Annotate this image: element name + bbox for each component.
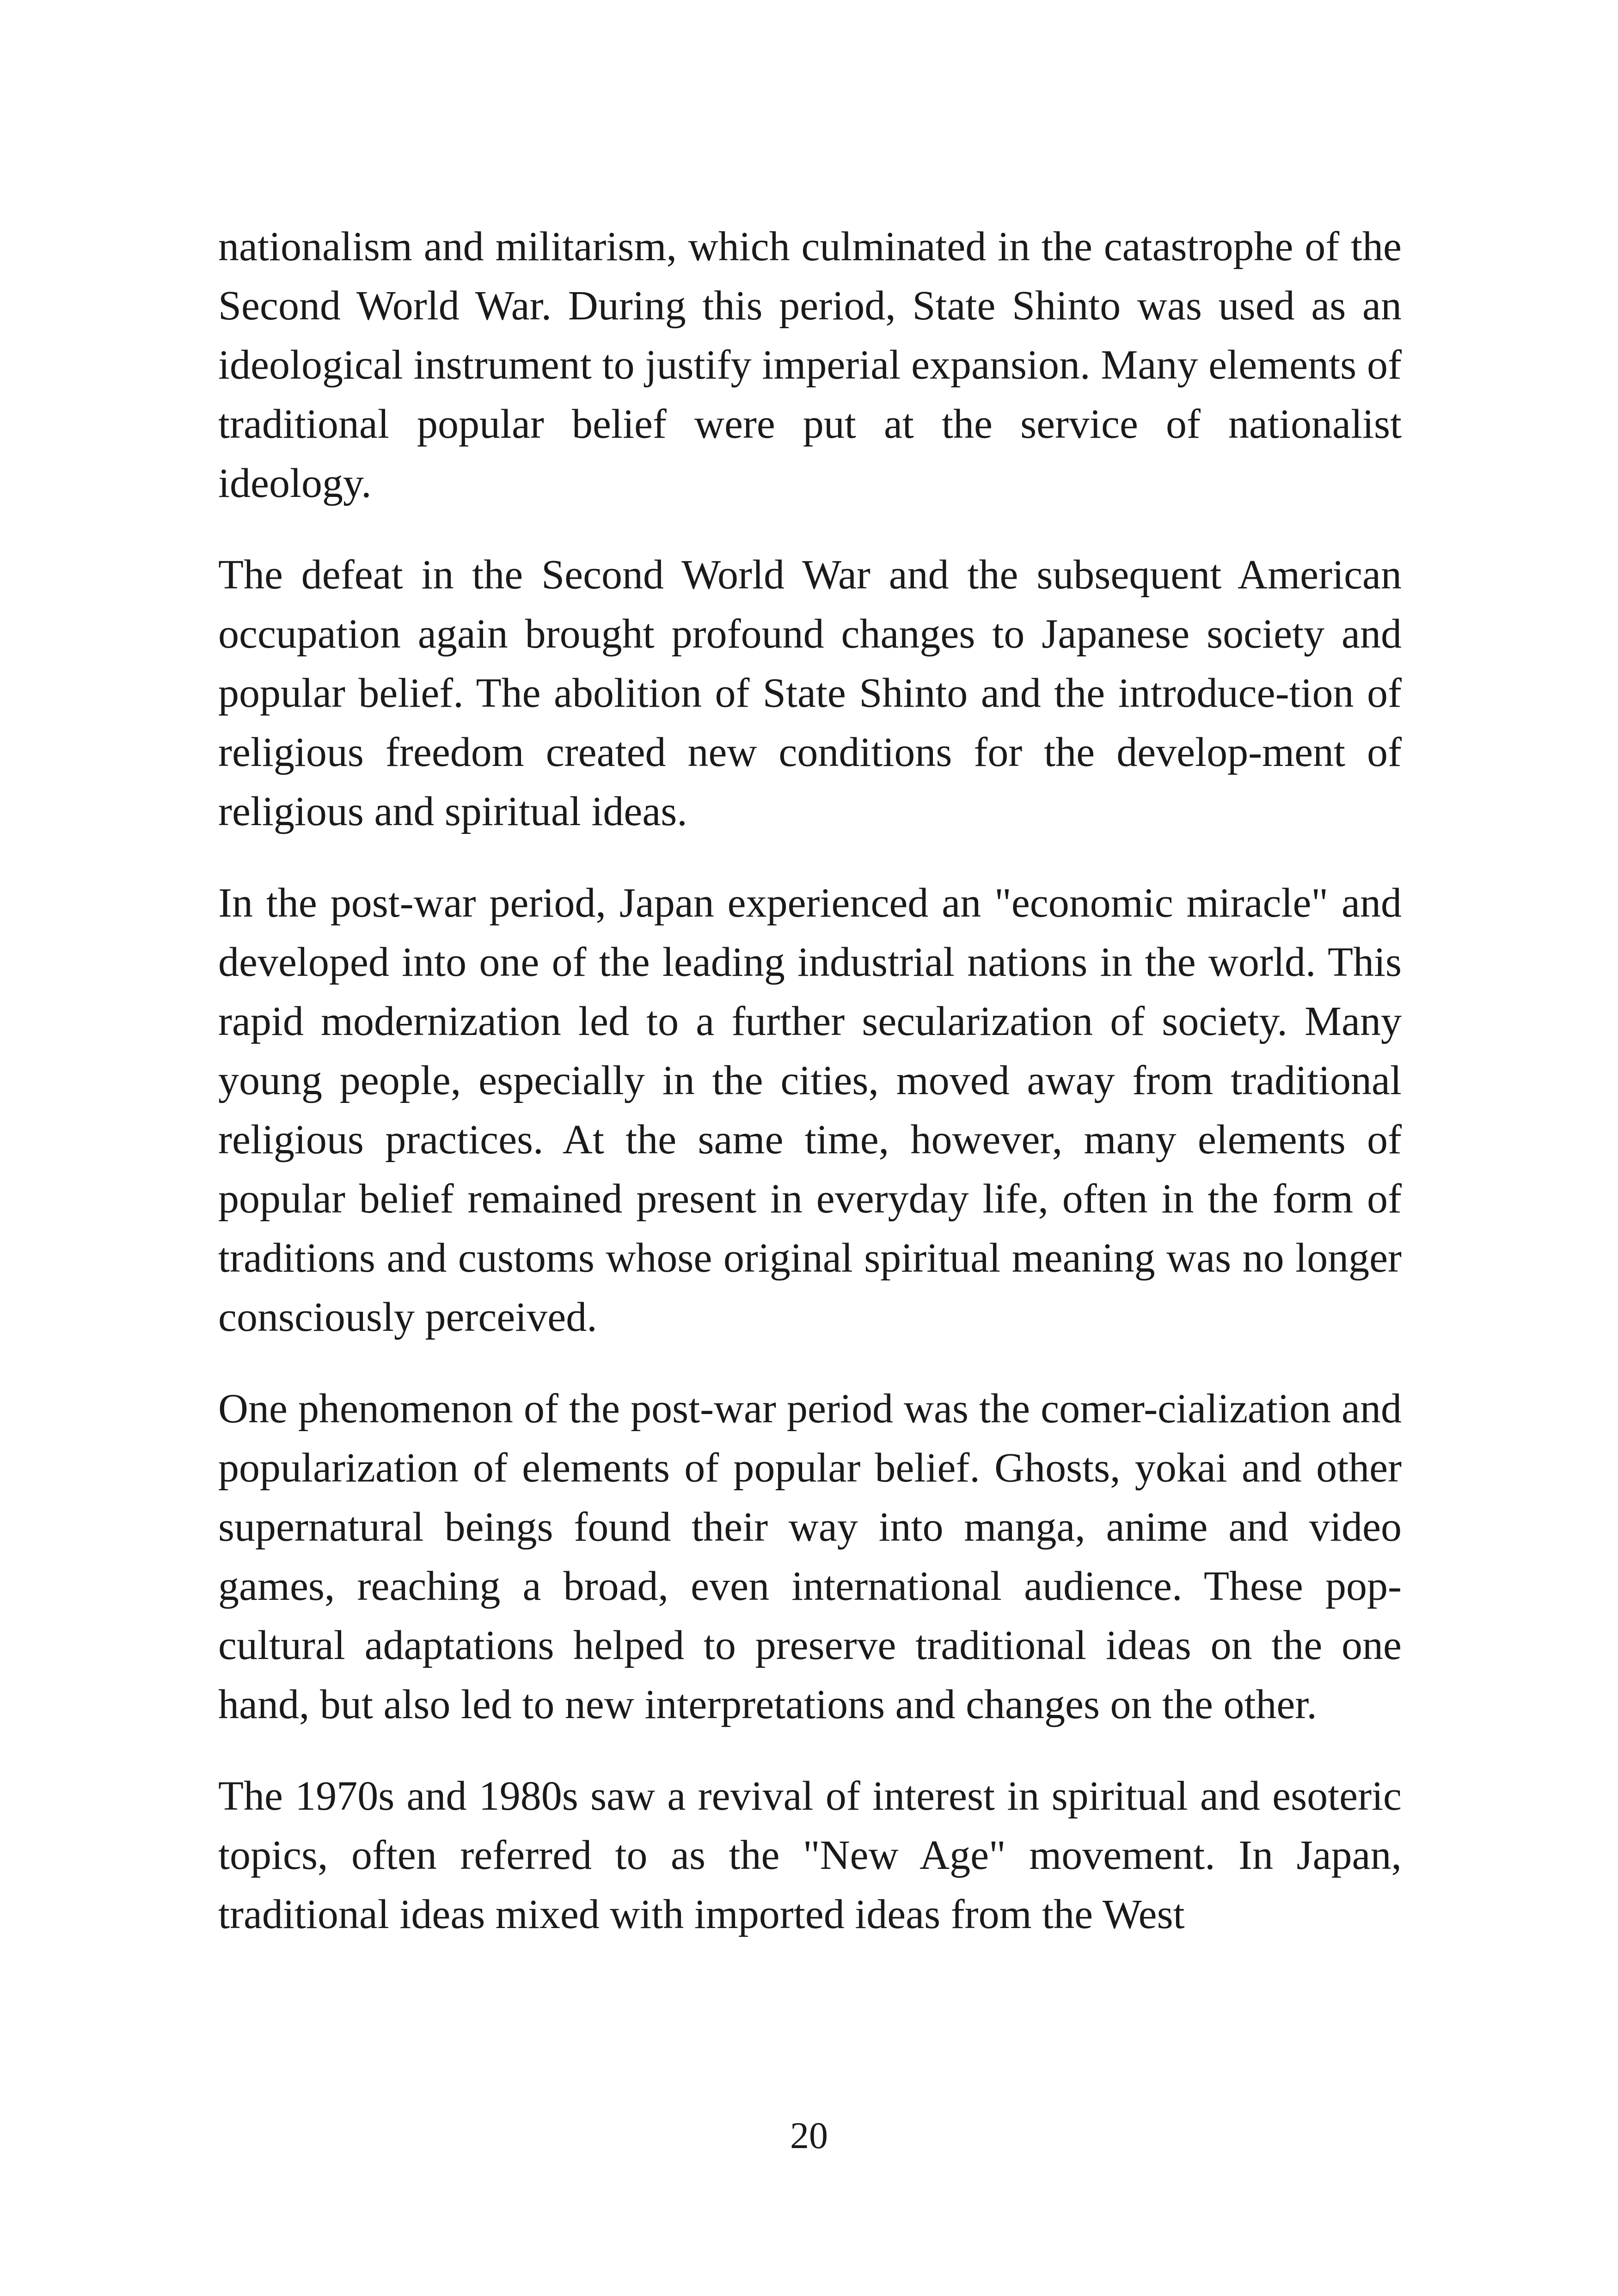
page-number: 20 [790,2114,828,2156]
paragraph-new-age: The 1970s and 1980s saw a revival of interest in spiritual and esoteric topics, often referred to as the "New Age" movement. In Japan, traditional ideas mixed with imported ideas from the West [218,1773,1402,1937]
paragraph-economic-miracle: In the post-war period, Japan experienced an "economic miracle" and developed into one of the leading industrial nations in the world. This rapid modernization led to a further secularization of society. Many young people, especially in the cities, moved away from traditional religious practices. At the same time, however, many elements of popular belief remained present in everyday life, often in the form of traditions and customs whose original spiritual meaning was no longer consciously perceived. [218,880,1402,1340]
paragraph-post-war-occupation: The defeat in the Second World War and the subsequent American occupation again brought profound changes to Japanese society and popular belief. The abolition of State Shinto and the introduce-tion of religious freedom created new conditions for the develop-ment of religious and spiritual ideas. [218,552,1402,834]
paragraph-commercialization: One phenomenon of the post-war period was the comer-cialization and popularization of elements of popular belief. Ghosts, yokai and other supernatural beings found their way into manga, anime and video games, reaching a broad, even international audience. These pop-cultural adaptations helped to preserve traditional ideas on the one hand, but also led to new interpretations and changes on the other. [218,1386,1402,1727]
body-text [218,217,1402,1944]
paragraph-nationalism: nationalism and militarism, which culminated in the catastrophe of the Second World War. During this period, State Shinto was used as an ideological instrument to justify imperial expansion. Many elements of traditional popular belief were put at the service of nationalist ideology. [218,224,1402,506]
